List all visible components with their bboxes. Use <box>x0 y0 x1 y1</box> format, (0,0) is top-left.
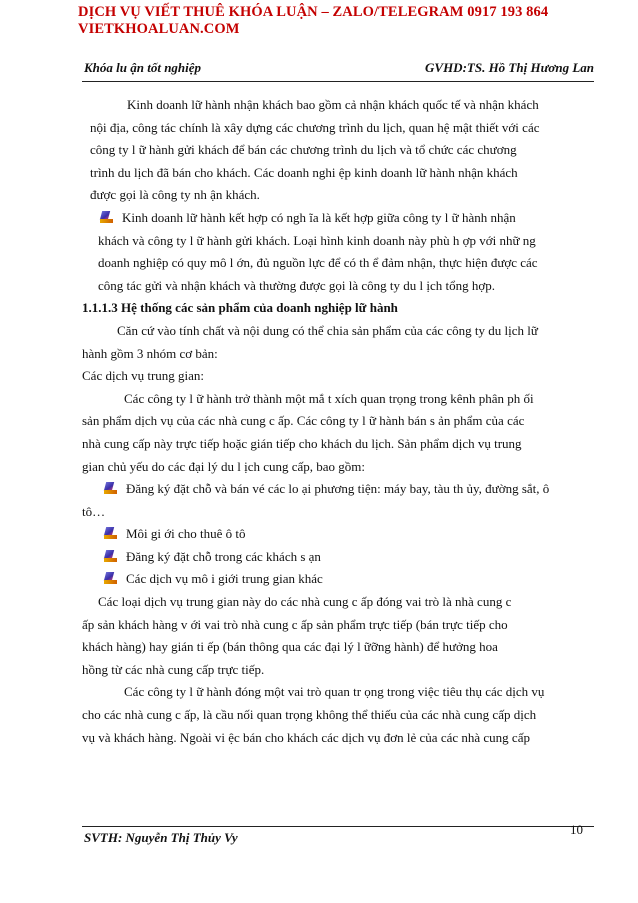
text-line: nội địa, công tác chính là xây dựng các chương trình du lịch, quan hệ mật thiết với các <box>90 119 540 135</box>
text-line: Các công ty l ữ hành trở thành một mắ t xích quan trọng trong kênh phân ph ối <box>124 390 534 406</box>
page-number: 10 <box>570 822 583 837</box>
bullet-icon <box>104 527 118 539</box>
text-line: Đăng ký đặt chỗ và bán vé các lo ại phương tiện: máy bay, tàu th ủy, đường sắt, ô <box>126 481 550 497</box>
banner-line-1: DỊCH VỤ VIẾT THUÊ KHÓA LUẬN – ZALO/TELEGRAM 0917 193 864 <box>78 4 549 20</box>
text-line: công tác gửi và nhận khách và thường được gọi là công ty du l ịch tổng hợp. <box>98 277 496 293</box>
list-item <box>82 478 592 501</box>
text-line: doanh nghiệp có quy mô l ớn, đủ nguồn lực để có th ể đảm nhận, thực hiện được các <box>98 255 538 271</box>
footer-author: SVTH: Nguyễn Thị Thủy Vy <box>84 830 238 845</box>
text-line: được gọi là công ty nh ận khách. <box>90 187 260 203</box>
watermark-banner <box>78 4 548 38</box>
text-line: Môi gi ới cho thuê ô tô <box>126 526 246 542</box>
text-line: nhà cung cấp này trực tiếp hoặc gián tiếp cho khách du lịch. Sản phẩm dịch vụ trung <box>82 435 522 451</box>
text-line: Đăng ký đặt chỗ trong các khách s ạn <box>126 548 321 564</box>
list-item <box>82 568 592 591</box>
page-header <box>84 60 594 76</box>
list-item <box>82 546 592 569</box>
text-line: cho các nhà cung c ấp, là cầu nối quan trọng không thể thiếu của các nhà cung cấp dịch <box>82 707 537 723</box>
text-line: công ty l ữ hành gửi khách để bán các chương trình du lịch và tổ chức các chương <box>90 142 517 158</box>
header-title: Khóa lu ận tốt nghiệp <box>84 60 202 75</box>
bullet-icon <box>104 482 118 494</box>
list-item <box>82 207 592 230</box>
text-line: sản phẩm dịch vụ của các nhà cung c ấp. Các công ty l ữ hành bán s ản phẩm của các <box>82 413 525 429</box>
list-item <box>82 523 592 546</box>
bullet-icon <box>104 550 118 562</box>
text-line: Các dịch vụ mô i giới trung gian khác <box>126 571 323 587</box>
footer-divider <box>82 826 594 827</box>
bullet-icon <box>104 572 118 584</box>
text-line: hành gồm 3 nhóm cơ bản: <box>82 345 218 361</box>
text-line: Các công ty l ữ hành đóng một vai trò quan tr ọng trong việc tiêu thụ các dịch vụ <box>124 684 545 700</box>
header-supervisor: GVHD:TS. Hồ Thị Hương Lan <box>425 60 594 75</box>
text-line: trình du lịch đã bán cho khách. Các doanh nghi ệp kinh doanh lữ hành nhận khách <box>90 164 518 180</box>
header-divider <box>82 81 594 82</box>
text-line: vụ và khách hàng. Ngoài vi ệc bán cho khách các dịch vụ đơn lẻ của các nhà cung cấp <box>82 729 530 745</box>
text-line: Kinh doanh lữ hành nhận khách bao gồm cả nhận khách quốc tế và nhận khách <box>127 97 539 112</box>
text-line: hồng từ các nhà cung cấp trực tiếp. <box>82 661 265 677</box>
section-heading: 1.1.1.3 Hệ thống các sản phẩm của doanh nghiệp lữ hành <box>82 300 398 316</box>
banner-line-2: VIETKHOALUAN.COM <box>78 21 240 37</box>
text-line: ấp sản khách hàng v ới vai trò nhà cung c ấp sản phẩm trực tiếp (bán trực tiếp cho <box>82 616 508 632</box>
text-line: Các loại dịch vụ trung gian này do các nhà cung c ấp đóng vai trò là nhà cung c <box>98 594 512 610</box>
text-line: khách hàng) hay gián ti ếp (bán thông qua các đại lý l ữỡng hành) để hưởng hoa <box>82 639 498 655</box>
text-line: Căn cứ vào tính chất và nội dung có thể chia sản phẩm của các công ty du lịch lữ <box>117 322 538 338</box>
text-line: tô… <box>82 503 106 519</box>
subheading: Các dịch vụ trung gian: <box>82 368 205 384</box>
text-line: khách và công ty l ữ hành gửi khách. Loại hình kinh doanh này phù h ợp với nhữ ng <box>98 232 536 248</box>
document-body <box>82 94 592 749</box>
text-line: Kinh doanh lữ hành kết hợp có ngh ĩa là kết hợp giữa công ty l ữ hành nhận <box>122 209 516 225</box>
bullet-icon <box>100 211 114 223</box>
text-line: gian chủ yếu do các đại lý du l ịch cung cấp, bao gồm: <box>82 458 366 474</box>
